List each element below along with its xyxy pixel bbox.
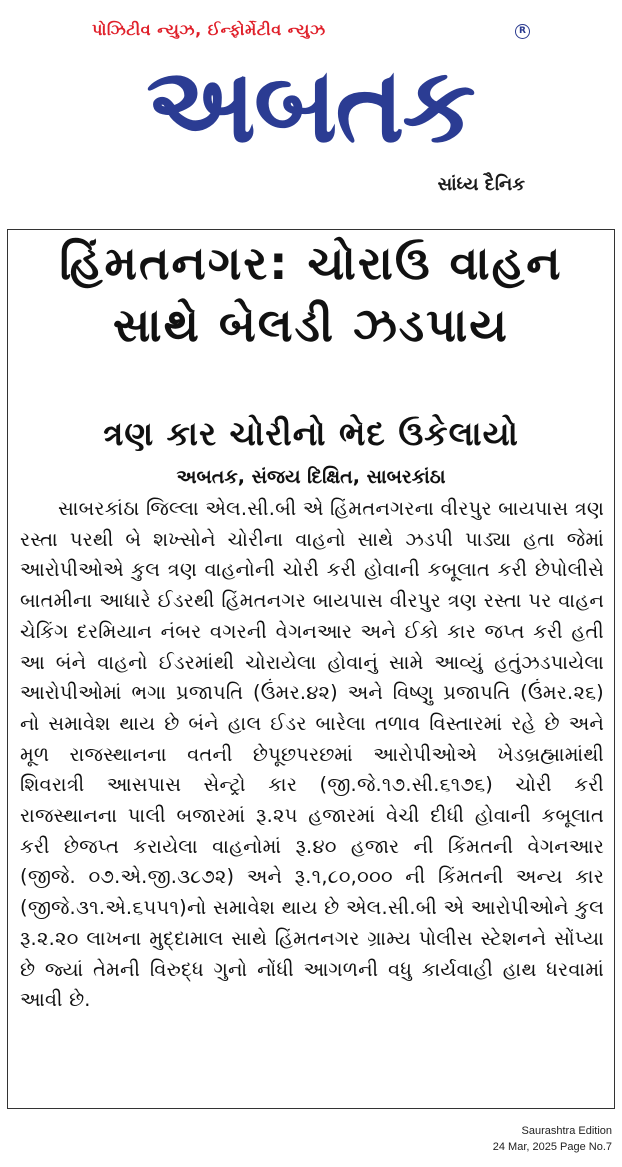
date-page-number: 24 Mar, 2025 Page No.7	[492, 1141, 612, 1153]
article-byline: અબતક, સંજય દિક્ષિત, સાબરકાંઠા	[176, 466, 446, 488]
newspaper-logo: અબતક	[146, 44, 474, 166]
article-body	[20, 494, 604, 1016]
masthead	[0, 0, 622, 222]
registered-trademark-icon: R	[515, 24, 530, 39]
article-subheadline: ત્રણ કાર ચોરીનો ભેદ ઉકેલાયો	[103, 414, 519, 453]
edition-type-label: સાંધ્ય દૈનિક	[437, 174, 525, 195]
masthead-tagline: પોઝિટીવ ન્યુઝ, ઈન્ફોર્મેટીવ ન્યુઝ	[92, 20, 326, 39]
news-article	[7, 229, 615, 1109]
page-footer	[412, 1123, 612, 1155]
article-headline: હિંમતનગર: ચોરાઉ વાહન સાથે બેલડી ઝડપાય	[59, 236, 563, 352]
edition-name: Saurashtra Edition	[521, 1125, 612, 1137]
article-paragraph: સાબરકાંઠા જિલ્લા એલ.સી.બી એ હિંમતનગરના વીરપુર બાયપાસ ત્રણ રસ્તા પરથી બે શખ્સોને ચોરીના વાહનો સાથે ઝડપી પાડ્યા હતા જેમાં આરોપીઓએ કુલ ત્રણ વાહનોની ચોરી કરી હોવાની કબૂલાત કરી છેપોલીસે બાતમીના આધારે ઈડરથી હિંમતનગર બાયપાસ વીરપુર ત્રણ રસ્તા પર વાહન ચેકિંગ દરમિયાન નંબર વગરની વેગનઆર અને ઈકો કાર જપ્ત કરી હતી આ બંને વાહનો ઈડરમાંથી ચોરાયેલા હોવાનું સામે આવ્યું હતુંઝડપાયેલા આરોપીઓમાં ભગા પ્રજાપતિ (ઉંમર.૪૨) અને વિષ્ણુ પ્રજાપતિ (ઉંમર.૨૬) નો સમાવેશ થાય છે બંને હાલ ઈડર બારેલા તળાવ વિસ્તારમાં રહે છે અને મૂળ રાજસ્થાનના વતની છેપૂછપરછમાં આરોપીઓએ ખેડબ્રહ્મામાંથી શિવરાત્રી આસપાસ સેન્ટ્રો કાર (જી.જે.૧૭.સી.૬૧૭૬) ચોરી કરી રાજસ્થાનના પાલી બજારમાં રૂ.૨૫ હજારમાં વેચી દીધી હોવાની કબૂલાત કરી છેજપ્ત કરાયેલા વાહનોમાં રૂ.૪૦ હજાર ની કિંમતની વેગનઆર (જીજે. ૦૭.એ.જી.૩૮૭૨) અને રૂ.૧,૮૦,૦૦૦ ની કિંમતની અન્ય કાર (જીજે.૩૧.એ.૬૫૫૧)નો સમાવેશ થાય છે એલ.સી.બી એ આરોપીઓને કુલ રૂ.૨.૨૦ લાખના મુદ્દામાલ સાથે હિંમતનગર ગ્રામ્ય પોલીસ સ્ટેશનને સોંપ્યા છે જ્યાં તેમની વિરુદ્ધ ગુનો નોંધી આગળની વધુ કાર્યવાહી હાથ ધરવામાં આવી છે.	[20, 497, 604, 1012]
